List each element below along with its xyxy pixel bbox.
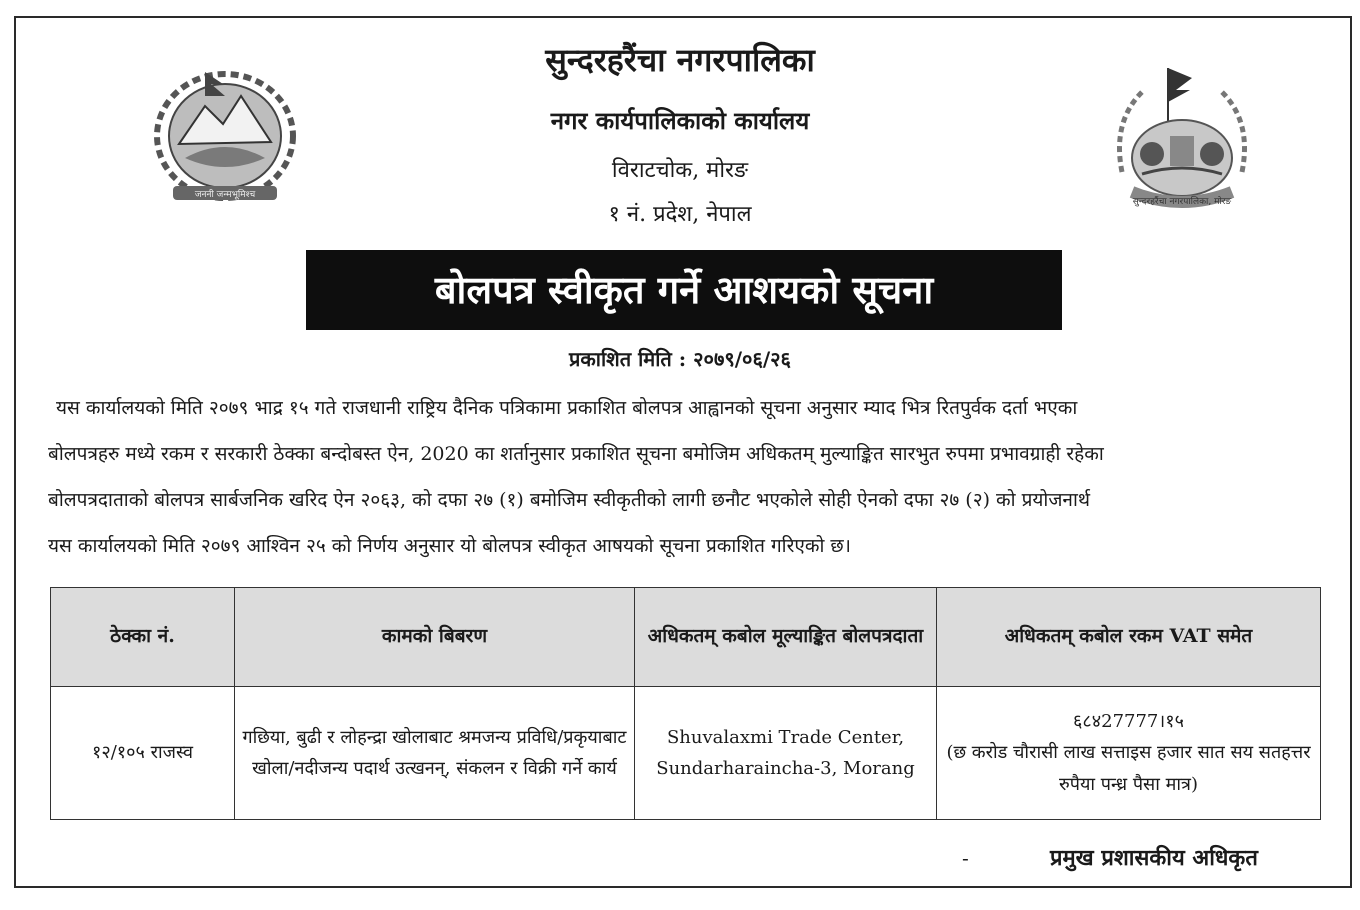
- office-address: विराटचोक, मोरङ: [611, 158, 749, 183]
- header-bidder: अधिकतम् कबोल मूल्याङ्कित बोलपत्रदाता: [635, 588, 937, 687]
- amount-figure: ६८४27777।१५: [1073, 710, 1184, 732]
- cell-bidder: [635, 687, 937, 820]
- table-row: [51, 687, 1321, 820]
- municipality-name: सुन्दरहरैंचा नगरपालिका: [545, 41, 815, 79]
- contract-table: [50, 587, 1321, 820]
- nepal-govt-emblem-icon: [145, 66, 305, 216]
- amount-in-words: (छ करोड चौरासी लाख सत्ताइस हजार सात सय सतहत्तर रुपैया पन्ध्र पैसा मात्र): [946, 742, 1311, 795]
- svg-text:सुन्दरहरैंचा नगरपालिका, मोरङ: सुन्दरहरैंचा नगरपालिका, मोरङ: [1132, 197, 1232, 207]
- cell-contract-no: १२/१०५ राजस्व: [51, 687, 235, 820]
- body-text-line-1: यस कार्यालयको मिति २०७९ भाद्र १५ गते राजधानी राष्ट्रिय दैनिक पत्रिकामा प्रकाशित बोलपत्र आह्वानको सूचना अनुसार म्याद भित्र रितपुर्वक दर्ता भएका: [56, 397, 1078, 419]
- province-line: १ नं. प्रदेश, नेपाल: [608, 202, 752, 227]
- signatory-title: प्रमुख प्रशासकीय अधिकृत: [1050, 845, 1258, 871]
- office-name: नगर कार्यपालिकाको कार्यालय: [550, 106, 810, 135]
- header-work-description: कामको बिबरण: [235, 588, 635, 687]
- notice-title-banner: बोलपत्र स्वीकृत गर्ने आशयको सूचना: [306, 250, 1062, 330]
- body-text-line-3: बोलपत्रदाताको बोलपत्र सार्बजनिक खरिद ऐन २०६३, को दफा २७ (१) बमोजिम स्वीकृतीको लागी छनौट भएकोले सोही ऐनको दफा २७ (२) को प्रयोजनार्थ: [48, 489, 1091, 511]
- header-amount: अधिकतम् कबोल रकम VAT समेत: [937, 588, 1321, 687]
- bidder-address: Sundarharaincha-3, Morang: [656, 758, 915, 779]
- header-contract-no: ठेक्का नं.: [51, 588, 235, 687]
- cell-work-description: गछिया, बुढी र लोहन्द्रा खोलाबाट श्रमजन्य प्रविधि/प्रकृयाबाट खोला/नदीजन्य पदार्थ उत्खनन्, संकलन र विक्री गर्ने कार्य: [235, 687, 635, 820]
- signature-dash: -: [962, 846, 969, 870]
- published-date: प्रकाशित मिति : २०७९/०६/२६: [569, 347, 791, 371]
- body-text-line-2: बोलपत्रहरु मध्ये रकम र सरकारी ठेक्का बन्दोबस्त ऐन, 2020 का शर्तानुसार प्रकाशित सूचना बमोजिम अधिकतम् मुल्याङ्कित सारभुत रुपमा प्रभावग्राही रहेका: [48, 443, 1104, 465]
- table-header-row: [51, 588, 1321, 687]
- svg-text:जननी जन्मभूमिश्च: जननी जन्मभूमिश्च: [194, 190, 256, 200]
- cell-amount: [937, 687, 1321, 820]
- body-text-line-4: यस कार्यालयको मिति २०७९ आश्विन २५ को निर्णय अनुसार यो बोलपत्र स्वीकृत आषयको सूचना प्रकाशित गरिएको छ।: [48, 535, 851, 557]
- bidder-name: Shuvalaxmi Trade Center,: [666, 726, 905, 748]
